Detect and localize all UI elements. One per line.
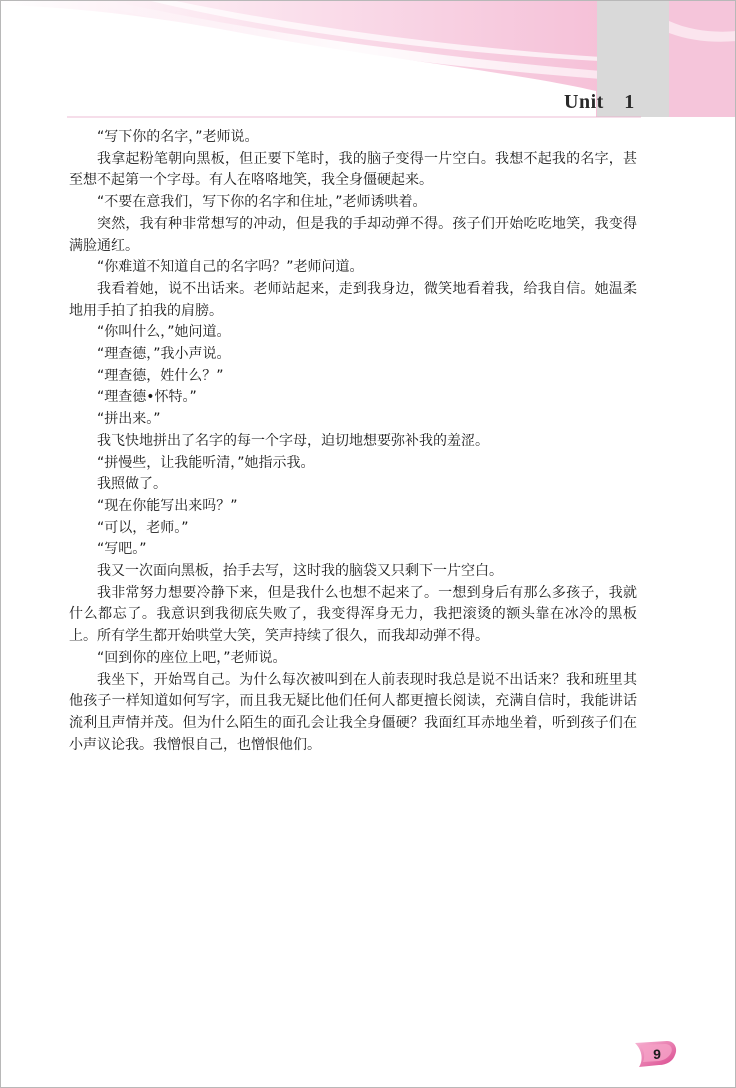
paragraph: “你叫什么，”她问道。 [97, 324, 231, 341]
paragraph: 我拿起粉笔朝向黑板，但正要下笔时，我的脑子变得一片空白。我想不起我的名字，甚至想不起第一个字母。有人在咯咯地笑，我全身僵硬起来。 [69, 150, 637, 189]
paragraph: 我非常努力想要冷静下来，但是我什么也想不起来了。一想到身后有那么多孩子，我就什么都忘了。我意识到我彻底失败了，我变得浑身无力，我把滚烫的额头靠在冰冷的黑板上。所有学生都开始哄堂大笑，笑声持续了很久，而我却动弹不得。 [69, 584, 637, 645]
paragraph: “回到你的座位上吧，”老师说。 [97, 649, 287, 666]
paragraph: “不要在意我们，写下你的名字和住址，”老师诱哄着。 [97, 194, 427, 211]
body-text [69, 127, 637, 756]
paragraph: 我又一次面向黑板，抬手去写，这时我的脑袋又只剩下一片空白。 [97, 563, 503, 580]
paragraph: “现在你能写出来吗？” [97, 497, 238, 514]
paragraph: “写吧。” [97, 541, 147, 558]
page-number: 9 [653, 1046, 661, 1062]
paragraph: 突然，我有种非常想写的冲动，但是我的手却动弹不得。孩子们开始吃吃地笑，我变得满脸通红。 [69, 215, 637, 254]
paragraph: “理查德•怀特。” [97, 389, 197, 406]
paragraph: “理查德，”我小声说。 [97, 346, 231, 363]
paragraph: “写下你的名字，”老师说。 [97, 129, 259, 145]
paragraph: “你难道不知道自己的名字吗？”老师问道。 [97, 259, 364, 276]
paragraph: “可以，老师。” [97, 519, 189, 536]
paragraph: “拼出来。” [97, 411, 161, 428]
unit-label: Unit 1 [564, 91, 635, 113]
paragraph: “拼慢些，让我能听清，”她指示我。 [97, 454, 315, 471]
paragraph: 我看着她，说不出话来。老师站起来，走到我身边，微笑地看着我，给我自信。她温柔地用手拍了拍我的肩膀。 [69, 280, 637, 319]
paragraph: 我飞快地拼出了名字的每一个字母，迫切地想要弥补我的羞涩。 [97, 432, 489, 449]
paragraph: 我照做了。 [97, 476, 167, 493]
paragraph: “理查德，姓什么？” [97, 367, 224, 384]
paragraph: 我坐下，开始骂自己。为什么每次被叫到在人前表现时我总是说不出话来？我和班里其他孩子一样知道如何写字，而且我无疑比他们任何人都更擅长阅读，充满自信时，我能讲话流利且声情并茂。但为什么陌生的面孔会让我全身僵硬？我面红耳赤地坐着，听到孩子们在小声议论我。我憎恨自己，也憎恨他们。 [69, 671, 637, 753]
